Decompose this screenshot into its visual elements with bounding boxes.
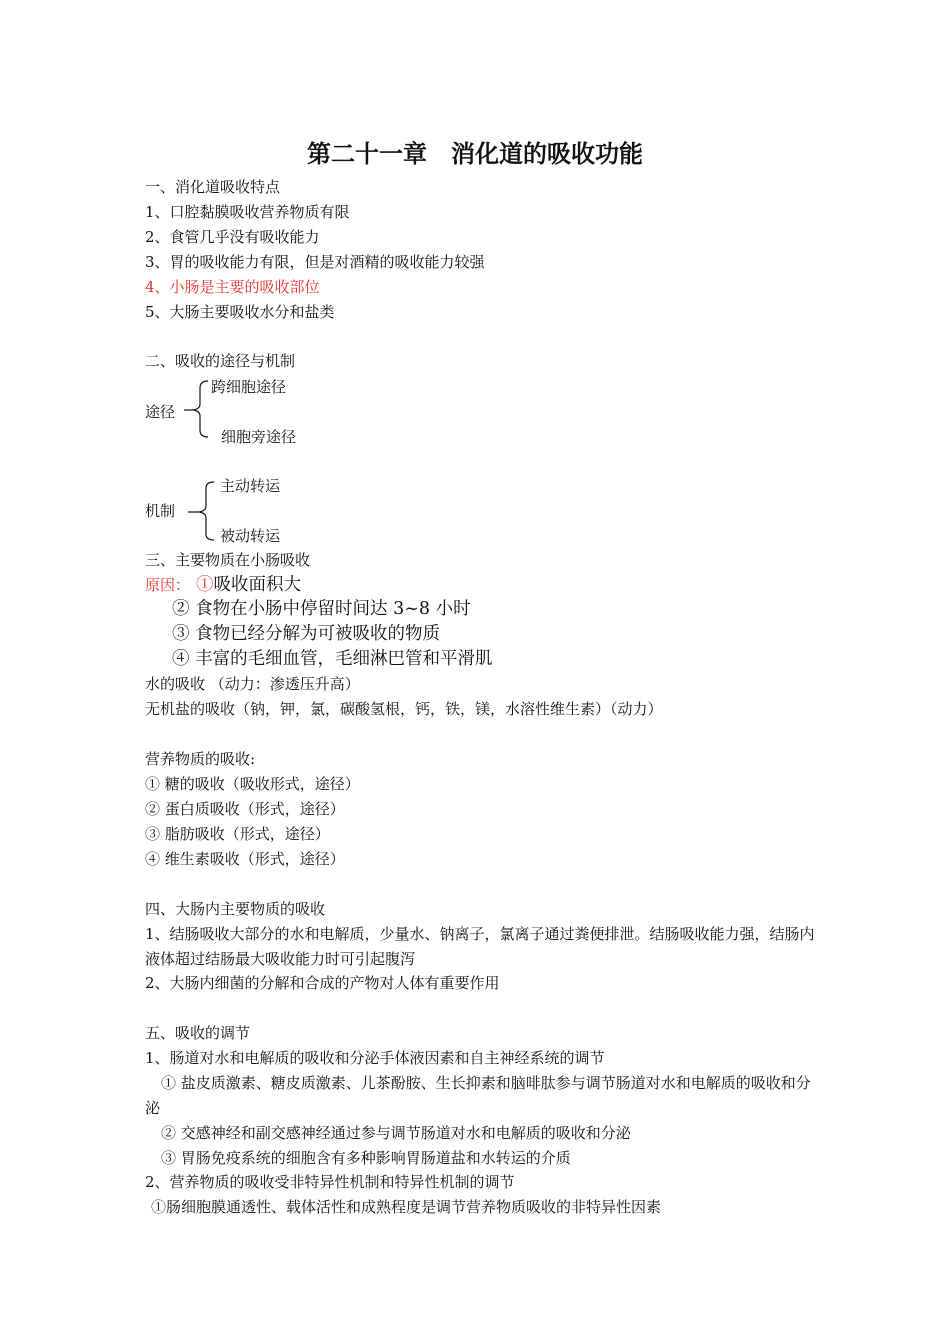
- section1-item-3: 3、胃的吸收能力有限，但是对酒精的吸收能力较强: [145, 253, 485, 271]
- reason-3: ③ 食物已经分解为可被吸收的物质: [172, 624, 441, 644]
- section3-heading: 三、主要物质在小肠吸收: [145, 551, 311, 569]
- section5-sub-2: ② 交感神经和副交感神经通过参与调节肠道对水和电解质的吸收和分泌: [161, 1124, 631, 1142]
- nutrient-fat: ③ 脂肪吸收（形式，途径）: [145, 825, 330, 843]
- reason-4: ④ 丰富的毛细血管，毛细淋巴管和平滑肌: [172, 649, 493, 669]
- route-item-transcellular: 跨细胞途径: [211, 378, 287, 396]
- section5-sub-4: ①肠细胞膜通透性、载体活性和成熟程度是调节营养物质吸收的非特异性因素: [151, 1198, 662, 1216]
- section5-sub-1: ① 盐皮质激素、糖皮质激素、儿茶酚胺、生长抑素和脑啡肽参与调节肠道对水和电解质的吸收和分泌: [145, 1074, 811, 1117]
- mechanism-label: 机制: [145, 502, 176, 520]
- water-absorption: 水的吸收 （动力：渗透压升高）: [145, 675, 360, 693]
- mechanism-brace-icon: [184, 478, 224, 544]
- nutrients-heading: 营养物质的吸收:: [145, 750, 256, 768]
- section1-item-1: 1、口腔黏膜吸收营养物质有限: [145, 203, 350, 221]
- section1-item-2: 2、食管几乎没有吸收能力: [145, 228, 320, 246]
- nutrient-sugar: ① 糖的吸收（吸收形式，途径）: [145, 775, 360, 793]
- reason-line-1: [145, 575, 301, 595]
- nutrient-protein: ② 蛋白质吸收（形式，途径）: [145, 800, 345, 818]
- section2-heading: 二、吸收的途径与机制: [145, 352, 296, 370]
- section5-sub-3: ③ 胃肠免疫系统的细胞含有多种影响胃肠道盐和水转运的介质: [161, 1149, 571, 1167]
- section1-item-5: 5、大肠主要吸收水分和盐类: [145, 303, 335, 321]
- section1-heading: 一、消化道吸收特点: [145, 178, 281, 196]
- route-item-paracellular: 细胞旁途径: [221, 428, 297, 446]
- mechanism-item-active: 主动转运: [220, 477, 281, 495]
- route-label: 途径: [145, 403, 176, 421]
- section4-item-1: 1、结肠吸收大部分的水和电解质，少量水、钠离子，氯离子通过粪便排泄。结肠吸收能力强，结肠内液体超过结肠最大吸收能力时可引起腹泻: [145, 925, 815, 968]
- reason-1-number: ①: [196, 575, 214, 595]
- section4-heading: 四、大肠内主要物质的吸收: [145, 900, 326, 918]
- reason-2: ② 食物在小肠中停留时间达 3~8 小时: [172, 599, 471, 619]
- reason-label: 原因：: [145, 576, 191, 594]
- salt-absorption: 无机盐的吸收（钠，钾，氯，碳酸氢根，钙，铁，镁，水溶性维生素）（动力）: [145, 700, 663, 718]
- section5-item-1: 1、肠道对水和电解质的吸收和分泌手体液因素和自主神经系统的调节: [145, 1049, 605, 1067]
- mechanism-item-passive: 被动转运: [220, 527, 281, 545]
- reason-1-text: 吸收面积大: [213, 575, 302, 595]
- section5-item-2: 2、营养物质的吸收受非特异性机制和特异性机制的调节: [145, 1173, 515, 1191]
- nutrient-vitamin: ④ 维生素吸收（形式，途径）: [145, 850, 345, 868]
- page-title: 第二十一章 消化道的吸收功能: [307, 140, 643, 168]
- section4-item-2: 2、大肠内细菌的分解和合成的产物对人体有重要作用: [145, 974, 500, 992]
- section5-heading: 五、吸收的调节: [145, 1024, 251, 1042]
- section1-item-4-highlight: 4、小肠是主要的吸收部位: [145, 278, 320, 296]
